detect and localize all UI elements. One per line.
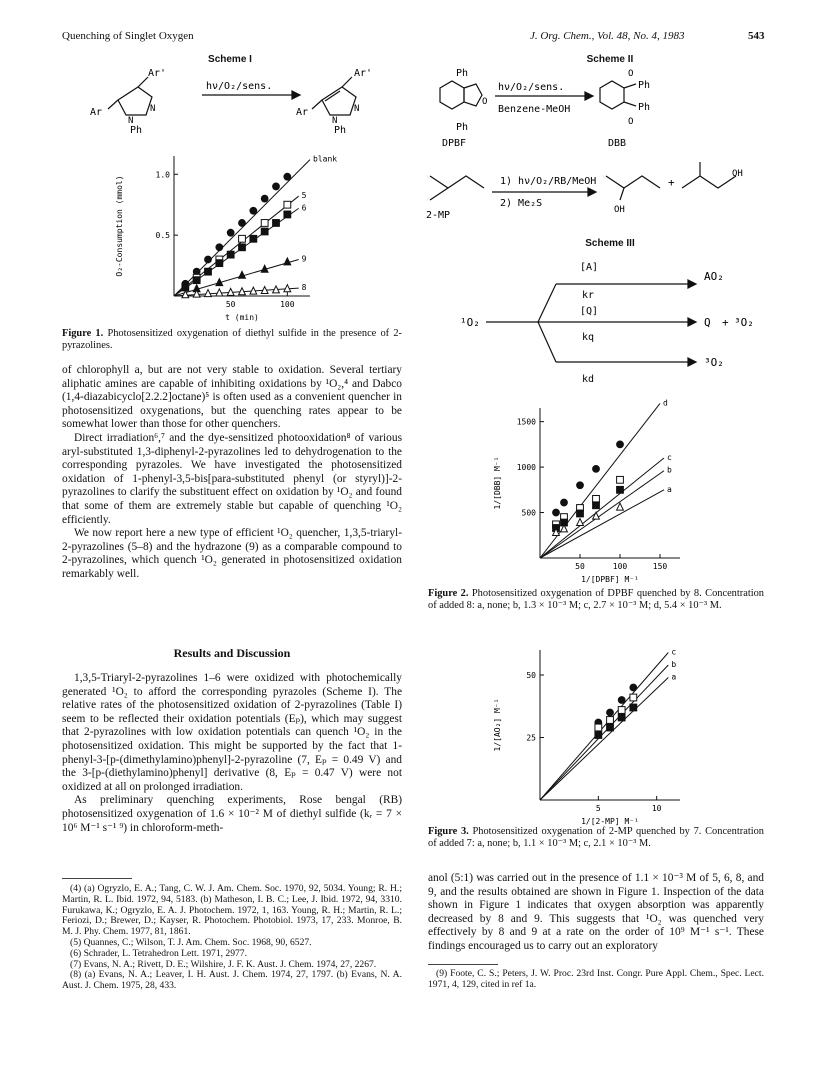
fig2-x-tick-label: 100 xyxy=(612,562,628,571)
ar-label: Ar xyxy=(90,107,103,118)
scheme-3-title: Scheme III xyxy=(585,238,635,249)
paragraph: Direct irradiation⁶,⁷ and the dye-sensitized photooxidation⁸ of various aryl-substituted 1,3-diphenyl-2-pyrazolines led to dehydrogenation to the corresponding pyrazoles. We have investigated the photosensitized oxidation of 1-phenyl-3,5-bis[para-substituted phenyl (or styryl)]-2-pyrazolines to clarify the substituent effect on oxidation by ¹O₂ and found that some of them are extremely stable but capable of quenching ¹O₂ efficiently. xyxy=(62,431,402,526)
fig1-point-6 xyxy=(216,260,223,267)
fig3-point-b xyxy=(630,694,637,701)
fig1-point-8 xyxy=(205,290,212,297)
footnote: (4) (a) Ogryzlo, E. A.; Tang, C. W. J. Am. Chem. Soc. 1970, 92, 5034. Young; R. H.; Martin, R. L. Ibid. 1972, 94, 5183. (b) Matheson, I. B. C.; Lee, J. Ibid. 1972, 94, 3310. Furukawa, K.; Ogryzlo, E. A. J. Photochem. 1972, 1, 163. Young, R. H.; Martin, R. L.; Feriozi, D.; Brewer, D.; Kayser, R. Photochem. Photobiol. 1973, 17, 233. Monroe, B. M. J. Phy. Chem. 1977, 81, 1861. xyxy=(62,883,402,938)
fig1-series-label-6: 6 xyxy=(301,203,307,213)
fig3-point-b xyxy=(618,707,625,714)
figure-1-caption-text: Photosensitized oxygenation of diethyl sulfide in the presence of 2-pyrazolines. xyxy=(62,328,402,351)
quencher-label: [Q] xyxy=(580,306,599,317)
fig2-point-b xyxy=(617,486,624,493)
right-column-body xyxy=(428,872,764,954)
fig2-point-a xyxy=(617,503,624,510)
footnote: (8) (a) Evans, N. A.; Leaver, I. H. Aust. J. Chem. 1974, 27, 1797. (b) Evans, N. A. Aust. J. Chem. 1975, 28, 433. xyxy=(62,969,402,992)
figure-1-caption xyxy=(62,328,402,352)
page-number: 543 xyxy=(748,30,765,42)
fig2-x-tick-label: 50 xyxy=(575,562,585,571)
scheme-1-diagram xyxy=(90,65,420,140)
fig2-y-axis-label: 1/[DBB] M⁻¹ xyxy=(493,456,502,510)
fig2-y-tick-label: 1500 xyxy=(516,417,536,427)
fig2-point-d xyxy=(577,482,584,489)
ph-label: Ph xyxy=(456,122,469,133)
paragraph: anol (5:1) was carried out in the presence of 1.1 × 10⁻³ M of 5, 6, 8, and 9, and the results obtained are shown in Figure 1. Inspection of the data shown in Figure 1 indicates that oxygen absorption was apparently decreased by 8 and 9. This suggests that ¹O₂ was quenched very effectively by 8 and 9 at a rate on the order of 10⁹ M⁻¹ s⁻¹. These findings encouraged us to carry out an exploratory xyxy=(428,872,764,952)
plus-sign: + xyxy=(722,316,729,329)
fig2-series-label-a: a xyxy=(667,484,672,494)
figure-3-caption-label: Figure 3. xyxy=(428,826,469,837)
fig1-series-line-6 xyxy=(174,208,299,296)
fig1-point-6 xyxy=(261,228,268,235)
fig3-series-line-c xyxy=(540,653,668,801)
fig3-point-c xyxy=(607,709,614,716)
fig2-x-tick-label: 150 xyxy=(652,562,668,571)
fig3-y-axis-label: 1/[AO₂] M⁻¹ xyxy=(493,698,502,752)
fig2-point-d xyxy=(561,499,568,506)
ph-label: Ph xyxy=(638,80,651,91)
ph-label: Ph xyxy=(456,68,469,79)
footnote-separator xyxy=(428,964,498,965)
fig1-point-5 xyxy=(239,235,246,242)
fig3-x-tick-label: 10 xyxy=(651,804,662,813)
fig3-point-a xyxy=(595,732,602,739)
ao2-label: AO₂ xyxy=(704,270,724,283)
fig1-point-blank xyxy=(261,195,268,202)
running-header-journal: J. Org. Chem., Vol. 48, No. 4, 1983 xyxy=(530,30,685,42)
fig2-y-tick-label: 500 xyxy=(521,508,536,518)
figure-2-chart xyxy=(488,398,708,586)
fig2-point-a xyxy=(577,519,584,526)
footnote-separator xyxy=(62,878,132,879)
fig3-point-c xyxy=(618,697,625,704)
oh-label: OH xyxy=(732,169,743,179)
figure-3-caption xyxy=(428,826,764,850)
fig1-series-line-5 xyxy=(174,196,299,296)
acceptor-label: [A] xyxy=(580,262,599,273)
fig1-series-label-5: 5 xyxy=(301,191,307,201)
fig3-point-b xyxy=(595,724,602,731)
footnotes-left xyxy=(62,884,402,992)
ph-label: Ph xyxy=(130,125,143,136)
oh-label: OH xyxy=(614,205,625,215)
fig3-point-a xyxy=(618,714,625,721)
footnotes-right xyxy=(428,969,764,991)
fig1-point-6 xyxy=(193,277,200,284)
footnote: (6) Schrader, L. Tetrahedron Lett. 1971, 2977. xyxy=(70,947,247,959)
fig1-point-5 xyxy=(284,201,291,208)
fig3-point-b xyxy=(607,717,614,724)
fig1-point-blank xyxy=(284,173,291,180)
n-label: N xyxy=(150,104,156,114)
footnote: (9) Foote, C. S.; Peters, J. W. Proc. 23rd Inst. Congr. Pure Appl. Chem., Spec. Lect. 1971, 4, 129, cited in ref 1a. xyxy=(428,968,764,990)
fig2-series-label-c: c xyxy=(667,453,672,462)
fig1-y-tick-label: 1.0 xyxy=(155,170,170,180)
fig2-point-b xyxy=(577,510,584,517)
fig3-y-tick-label: 50 xyxy=(526,671,536,680)
fig2-point-d xyxy=(593,466,600,473)
fig3-y-tick-label: 25 xyxy=(526,733,536,743)
ar-label: Ar xyxy=(296,107,309,118)
fig1-point-9 xyxy=(239,271,246,278)
figure-2-caption xyxy=(428,588,764,612)
fig1-y-axis-label: O₂-Consumption (mmol) xyxy=(115,175,124,277)
fig3-series-line-a xyxy=(540,678,668,801)
figure-3-caption-text: Photosensitized oxygenation of 2-MP quenched by 7. Concentration of added 7: a, none; b, 1.1 × 10⁻³ M; c, 2.1 × 10⁻³ M. xyxy=(428,826,764,849)
fig3-series-label-a: a xyxy=(671,672,677,682)
o-label: O xyxy=(628,69,634,79)
fig2-point-c xyxy=(617,476,624,483)
fig1-point-blank xyxy=(239,220,246,227)
fig1-point-6 xyxy=(205,268,212,275)
fig1-x-axis-label: t (min) xyxy=(225,313,259,322)
fig2-point-d xyxy=(617,441,624,448)
kq-label: kq xyxy=(582,332,595,343)
fig3-series-label-b: b xyxy=(671,660,677,669)
2-mp-label: 2-MP xyxy=(426,210,451,221)
o-label: O xyxy=(628,117,634,127)
fig2-point-a xyxy=(593,512,600,519)
ar-prime-label: Ar' xyxy=(148,68,167,79)
n-label: N xyxy=(354,104,360,114)
n-label: N xyxy=(128,116,134,126)
singlet-oxygen-label: ¹O₂ xyxy=(460,316,480,329)
plus-sign: + xyxy=(668,176,675,189)
kd-label: kd xyxy=(582,374,595,385)
scheme-2-step-1: 1) hν/O₂/RB/MeOH xyxy=(500,176,597,187)
fig2-point-b xyxy=(593,502,600,509)
dpbf-label: DPBF xyxy=(442,138,467,149)
fig1-point-6 xyxy=(239,244,246,251)
fig1-series-label-blank: blank xyxy=(313,154,338,164)
paragraph: 1,3,5-Triaryl-2-pyrazolines 1–6 were oxidized with photochemically generated ¹O₂ to afford the corresponding pyrazoles (Scheme I). The relative rates of the photosensitized oxidation of 2-pyrazolines (Table I) seem to be reflected their oxidation potentials (Eₚ), which may suggest that 2-pyrazolines with low oxidation potentials can quench ¹O₂ in the photosensitized oxidation. This might be supported by the fact that 1-phenyl-3-[p-(dimethylamino)phenyl]-2-pyrazoline (7, Eₚ = 0.49 V) and the 3-[p-(diethylamino)phenyl] derivative (8, Eₚ = 0.47 V) were not oxidized at all on prolonged irradiation. xyxy=(62,672,402,793)
fig1-point-8 xyxy=(216,289,223,296)
scheme-2-step-2: 2) Me₂S xyxy=(500,198,543,209)
figure-1-chart xyxy=(110,148,350,328)
fig2-x-axis-label: 1/[DPBF] M⁻¹ xyxy=(581,575,639,584)
triplet-oxygen-label: ³O₂ xyxy=(734,316,754,329)
fig2-series-label-d: d xyxy=(663,398,668,408)
q-product-label: Q xyxy=(704,316,711,329)
ph-label: Ph xyxy=(334,125,347,136)
fig3-point-a xyxy=(607,724,614,731)
fig1-point-blank xyxy=(216,244,223,251)
fig3-series-line-b xyxy=(540,665,668,800)
n-label: N xyxy=(332,116,338,126)
scheme-1-title: Scheme I xyxy=(208,54,252,65)
fig1-x-tick-label: 100 xyxy=(280,300,295,309)
fig1-series-label-9: 9 xyxy=(301,254,307,264)
scheme-1-arrow-label: hν/O₂/sens. xyxy=(206,81,273,92)
fig1-series-label-8: 8 xyxy=(301,283,307,293)
paragraph: We now report here a new type of efficient ¹O₂ quencher, 1,3,5-triaryl-2-pyrazolines (5–8) and the hydrazone (9) as a comparable compound to 2-pyrazolines, which quench ¹O₂ generated in photosensitized oxidation remarkably well. xyxy=(62,527,402,580)
running-header-left: Quenching of Singlet Oxygen xyxy=(62,30,194,42)
fig3-x-tick-label: 5 xyxy=(595,804,601,813)
fig3-point-c xyxy=(630,684,637,691)
scheme-2-diagram xyxy=(420,66,760,246)
fig3-point-a xyxy=(630,704,637,711)
footnote: (5) Quannes, C.; Wilson, T. J. Am. Chem. Soc. 1968, 90, 6527. xyxy=(70,936,312,948)
footnote: (7) Evans, N. A.; Rivett, D. E.; Wilshire, J. F. K. Aust. J. Chem. 1974, 27, 2267. xyxy=(70,958,377,970)
figure-1-caption-label: Figure 1. xyxy=(62,328,104,339)
scheme-2-arrow-bottom: Benzene-MeOH xyxy=(498,104,571,115)
fig1-point-6 xyxy=(227,251,234,258)
fig1-point-blank xyxy=(273,183,280,190)
fig1-point-blank xyxy=(250,207,257,214)
o-label: O xyxy=(482,97,488,107)
fig1-point-blank xyxy=(205,256,212,263)
fig1-point-6 xyxy=(273,220,280,227)
section-heading: Results and Discussion xyxy=(173,646,291,660)
fig1-point-blank xyxy=(227,229,234,236)
fig3-series-label-c: c xyxy=(671,647,677,657)
triplet-oxygen-label: ³O₂ xyxy=(704,356,724,369)
fig1-point-5 xyxy=(261,220,268,227)
fig1-point-6 xyxy=(250,235,257,242)
paragraph: of chlorophyll a, but are not very stable to oxidation. Several tertiary aliphatic amines are capable of inhibiting oxidations by ¹O₂,⁴ and Dabco (1,4-diazabicyclo[2.2.2]octane)⁵ is often used as a convenient quencher in photosensitized oxygenations, but the quenching rates appear to be somewhat lower than those for other quenchers. xyxy=(62,364,402,431)
figure-2-caption-label: Figure 2. xyxy=(428,588,469,599)
fig3-x-axis-label: 1/[2-MP] M⁻¹ xyxy=(581,817,639,826)
fig2-point-c xyxy=(593,496,600,503)
scheme-2-arrow-top: hν/O₂/sens. xyxy=(498,82,565,93)
figure-3-chart xyxy=(488,640,708,828)
kr-label: kr xyxy=(582,290,595,301)
ar-prime-label: Ar' xyxy=(354,68,373,79)
paragraph: As preliminary quenching experiments, Rose bengal (RB) photosensitized oxygenation of 1.6 × 10⁻² M of diethyl sulfide (kᵣ = 7 × 10⁶ M⁻¹ s⁻¹ ⁹) in chloroform-meth- xyxy=(62,794,402,834)
scheme-2-title: Scheme II xyxy=(586,54,634,65)
fig2-y-tick-label: 1000 xyxy=(516,463,536,473)
fig1-point-6 xyxy=(284,211,291,218)
scheme-3-diagram xyxy=(440,252,760,392)
fig2-series-line-c xyxy=(540,458,664,558)
figure-2-caption-text: Photosensitized oxygenation of DPBF quenched by 8. Concentration of added 8: a, none; b, 1.3 × 10⁻³ M; c, 2.7 × 10⁻³ M; d, 5.4 × 10⁻³ M. xyxy=(428,588,764,611)
fig2-series-label-b: b xyxy=(667,465,672,475)
fig1-x-tick-label: 50 xyxy=(225,300,236,309)
ph-label: Ph xyxy=(638,102,651,113)
fig1-point-9 xyxy=(284,258,291,265)
fig2-point-d xyxy=(553,509,560,516)
dbb-label: DBB xyxy=(608,138,627,149)
fig1-y-tick-label: 0.5 xyxy=(155,231,170,241)
left-column-results xyxy=(62,672,402,835)
left-column-body xyxy=(62,364,402,582)
